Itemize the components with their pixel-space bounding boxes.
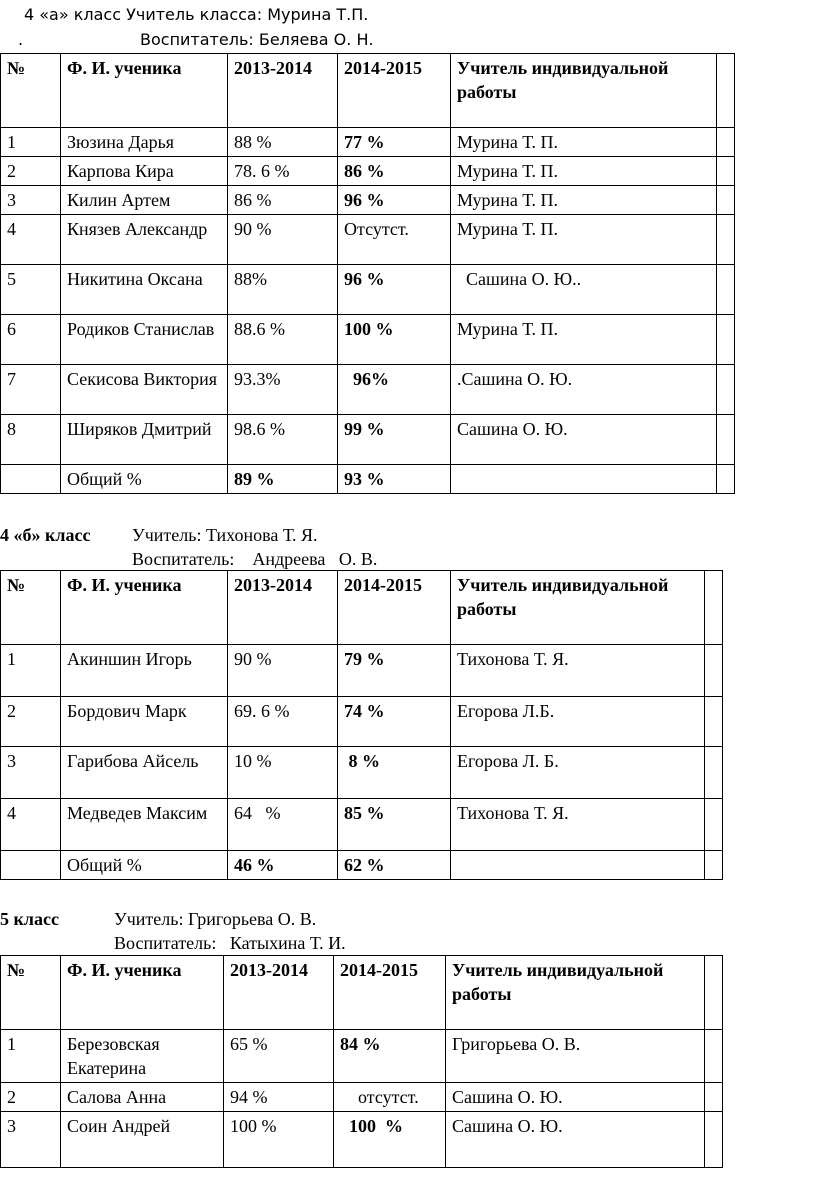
- table-row: [1, 128, 735, 157]
- score-2014: 77 %: [338, 128, 451, 157]
- teacher-name: Мурина Т. П.: [451, 315, 717, 365]
- score-2013: 78. 6 %: [228, 157, 338, 186]
- score-2014: 74 %: [338, 697, 451, 747]
- student-name: Никитина Оксана: [61, 265, 228, 315]
- score-2014: 99 %: [338, 415, 451, 465]
- teacher-name: Сашина О. Ю.: [446, 1083, 705, 1112]
- table-class-4b: [0, 570, 723, 880]
- row-number: 2: [1, 697, 61, 747]
- row-number: 7: [1, 365, 61, 415]
- class-5-title: 5 класс: [0, 909, 59, 929]
- empty-cell: [1, 851, 61, 880]
- row-number: 5: [1, 265, 61, 315]
- col-year-2: 2014-2015: [338, 571, 451, 645]
- student-name: Килин Артем: [61, 186, 228, 215]
- empty-cell: [451, 465, 717, 494]
- row-number: 1: [1, 128, 61, 157]
- student-name: Березовская Екатерина: [61, 1030, 224, 1083]
- total-2014: 93 %: [338, 465, 451, 494]
- empty-cell: [717, 128, 735, 157]
- empty-cell: [705, 1112, 723, 1168]
- col-year-1: 2013-2014: [228, 571, 338, 645]
- col-empty: [705, 571, 723, 645]
- table-row: [1, 645, 723, 697]
- score-2014: Отсутст.: [338, 215, 451, 265]
- empty-cell: [717, 415, 735, 465]
- class-5-teacher: [114, 909, 316, 930]
- student-name: Ширяков Дмитрий: [61, 415, 228, 465]
- empty-cell: [717, 157, 735, 186]
- class-4b-teacher: Учитель: Тихонова Т. Я.: [132, 525, 318, 545]
- score-2013: 98.6 %: [228, 415, 338, 465]
- table-row: [1, 1030, 723, 1083]
- class-5-teacher-label: Учитель:: [114, 909, 184, 929]
- score-2013: 94 %: [224, 1083, 334, 1112]
- class-4b-educator: Воспитатель: Андреева О. В.: [132, 549, 378, 569]
- empty-cell: [1, 465, 61, 494]
- empty-cell: [717, 315, 735, 365]
- col-number: №: [1, 956, 61, 1030]
- empty-cell: [705, 697, 723, 747]
- col-teacher: Учитель индивидуальной работы: [446, 956, 705, 1030]
- col-empty: [705, 956, 723, 1030]
- table-row: [1, 415, 735, 465]
- empty-cell: [717, 215, 735, 265]
- empty-cell: [705, 1030, 723, 1083]
- score-2014: 100 %: [338, 315, 451, 365]
- student-name: Секисова Виктория: [61, 365, 228, 415]
- col-year-2: 2014-2015: [334, 956, 446, 1030]
- table-class-4a: [0, 53, 735, 494]
- class-5-educator: Воспитатель: Катыхина Т. И.: [114, 933, 346, 953]
- empty-cell: [451, 851, 705, 880]
- row-number: 3: [1, 1112, 61, 1168]
- empty-cell: [717, 365, 735, 415]
- row-number: 3: [1, 747, 61, 799]
- student-name: Родиков Станислав: [61, 315, 228, 365]
- row-number: 3: [1, 186, 61, 215]
- student-name: Соин Андрей: [61, 1112, 224, 1168]
- col-teacher: Учитель индивидуальной работы: [451, 571, 705, 645]
- score-2014: 8 %: [338, 747, 451, 799]
- teacher-name: Егорова Л. Б.: [451, 747, 705, 799]
- score-2013: 90 %: [228, 215, 338, 265]
- student-name: Медведев Максим: [61, 799, 228, 851]
- col-number: №: [1, 571, 61, 645]
- teacher-name: .Сашина О. Ю.: [451, 365, 717, 415]
- class-4a-header: 4 «а» класс Учитель класса: Мурина Т.П.: [24, 5, 369, 24]
- score-2014: 79 %: [338, 645, 451, 697]
- row-number: 1: [1, 1030, 61, 1083]
- table-row: [1, 215, 735, 265]
- table-row: [1, 157, 735, 186]
- teacher-name: Мурина Т. П.: [451, 215, 717, 265]
- score-2014: 96 %: [338, 186, 451, 215]
- score-2013: 69. 6 %: [228, 697, 338, 747]
- score-2013: 88%: [228, 265, 338, 315]
- class-4a-dot: .: [18, 30, 24, 49]
- row-number: 2: [1, 157, 61, 186]
- teacher-name: Мурина Т. П.: [451, 128, 717, 157]
- empty-cell: [717, 265, 735, 315]
- teacher-name: Мурина Т. П.: [451, 157, 717, 186]
- table-row: [1, 799, 723, 851]
- score-2013: 88.6 %: [228, 315, 338, 365]
- teacher-name: Тихонова Т. Я.: [451, 799, 705, 851]
- row-number: 6: [1, 315, 61, 365]
- empty-cell: [717, 186, 735, 215]
- col-teacher: Учитель индивидуальной работы: [451, 54, 717, 128]
- score-2013: 90 %: [228, 645, 338, 697]
- row-number: 2: [1, 1083, 61, 1112]
- score-2014: 86 %: [338, 157, 451, 186]
- score-2013: 10 %: [228, 747, 338, 799]
- teacher-name: Егорова Л.Б.: [451, 697, 705, 747]
- score-2013: 93.3%: [228, 365, 338, 415]
- score-2014: 100 %: [334, 1112, 446, 1168]
- teacher-name: Мурина Т. П.: [451, 186, 717, 215]
- student-name: Гарибова Айсель: [61, 747, 228, 799]
- empty-cell: [717, 465, 735, 494]
- table-row: [1, 265, 735, 315]
- student-name: Салова Анна: [61, 1083, 224, 1112]
- total-2014: 62 %: [338, 851, 451, 880]
- teacher-name: Сашина О. Ю..: [451, 265, 717, 315]
- col-name: Ф. И. ученика: [61, 956, 224, 1030]
- table-row: [1, 747, 723, 799]
- col-year-1: 2013-2014: [224, 956, 334, 1030]
- table-row: [1, 1083, 723, 1112]
- class-5-teacher-name: Григорьева О. В.: [183, 909, 317, 929]
- total-2013: 46 %: [228, 851, 338, 880]
- class-4a-educator: Воспитатель: Беляева О. Н.: [140, 30, 374, 49]
- table-row: [1, 697, 723, 747]
- score-2013: 64 %: [228, 799, 338, 851]
- table-class-5: [0, 955, 723, 1168]
- student-name: Акиншин Игорь: [61, 645, 228, 697]
- score-2014: 85 %: [338, 799, 451, 851]
- student-name: Карпова Кира: [61, 157, 228, 186]
- table-row: [1, 365, 735, 415]
- student-name: Князев Александр: [61, 215, 228, 265]
- score-2013: 88 %: [228, 128, 338, 157]
- score-2014: 84 %: [334, 1030, 446, 1083]
- table-row: [1, 1112, 723, 1168]
- student-name: Бордович Марк: [61, 697, 228, 747]
- table-row: [1, 186, 735, 215]
- empty-cell: [705, 645, 723, 697]
- col-name: Ф. И. ученика: [61, 54, 228, 128]
- table-row: [1, 315, 735, 365]
- total-label: Общий %: [61, 851, 228, 880]
- total-row: [1, 465, 735, 494]
- col-year-1: 2013-2014: [228, 54, 338, 128]
- score-2014: 96%: [338, 365, 451, 415]
- student-name: Зюзина Дарья: [61, 128, 228, 157]
- col-empty: [717, 54, 735, 128]
- class-4b-title: 4 «б» класс: [0, 525, 91, 545]
- empty-cell: [705, 851, 723, 880]
- row-number: 4: [1, 215, 61, 265]
- total-row: [1, 851, 723, 880]
- empty-cell: [705, 799, 723, 851]
- total-2013: 89 %: [228, 465, 338, 494]
- col-number: №: [1, 54, 61, 128]
- row-number: 1: [1, 645, 61, 697]
- score-2014: отсутст.: [334, 1083, 446, 1112]
- row-number: 4: [1, 799, 61, 851]
- score-2013: 100 %: [224, 1112, 334, 1168]
- score-2013: 65 %: [224, 1030, 334, 1083]
- teacher-name: Тихонова Т. Я.: [451, 645, 705, 697]
- teacher-name: Сашина О. Ю.: [446, 1112, 705, 1168]
- teacher-name: Сашина О. Ю.: [451, 415, 717, 465]
- score-2013: 86 %: [228, 186, 338, 215]
- col-name: Ф. И. ученика: [61, 571, 228, 645]
- empty-cell: [705, 1083, 723, 1112]
- teacher-name: Григорьева О. В.: [446, 1030, 705, 1083]
- total-label: Общий %: [61, 465, 228, 494]
- row-number: 8: [1, 415, 61, 465]
- col-year-2: 2014-2015: [338, 54, 451, 128]
- empty-cell: [705, 747, 723, 799]
- score-2014: 96 %: [338, 265, 451, 315]
